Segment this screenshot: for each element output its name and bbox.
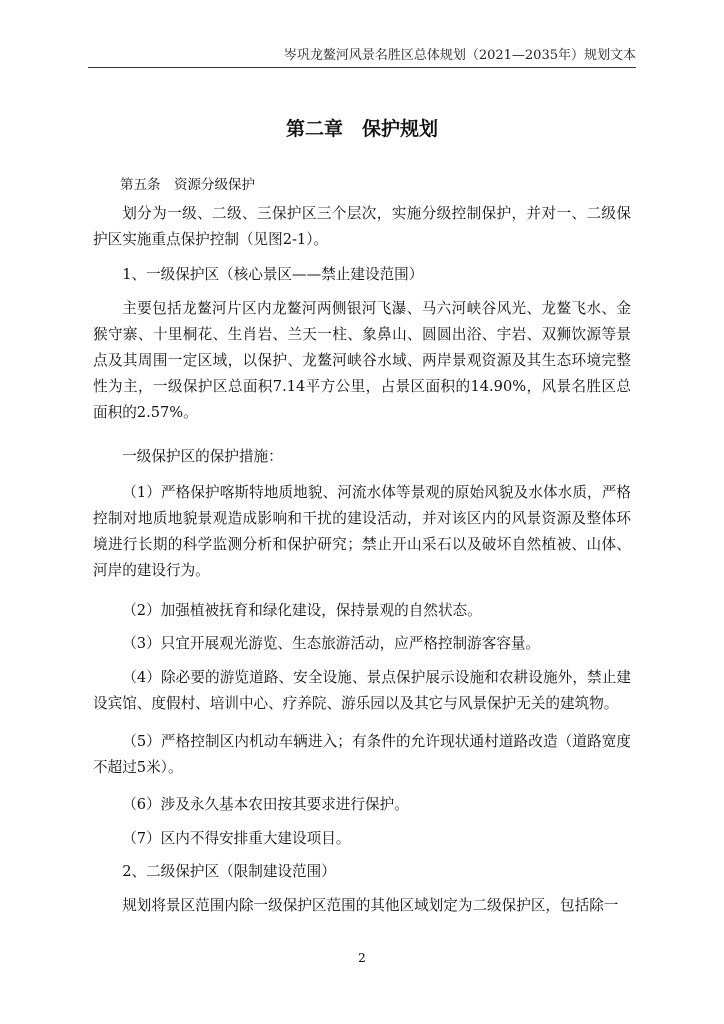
chapter-title: 第二章 保护规划 bbox=[285, 118, 438, 140]
measure-item-4: （4）除必要的游览道路、安全设施、景点保护展示设施和农耕设施外，禁止建设宾馆、度假村、培训中心、疗养院、游乐园以及其它与风景保护无关的建筑物。 bbox=[93, 669, 631, 712]
measure-item-5: （5）严格控制区内机动车辆进入；有条件的允许现状通村道路改造（道路宽度不超过5米）。 bbox=[93, 733, 631, 776]
measure-item-6: （6）涉及永久基本农田按其要求进行保护。 bbox=[122, 796, 409, 813]
paragraph-intro: 划分为一级、二级、三保护区三个层次，实施分级控制保护，并对一、二级保护区实施重点保护控制（见图2-1）。 bbox=[93, 205, 631, 248]
running-header: 岑巩龙鳌河风景名胜区总体规划（2021—2035年）规划文本 bbox=[283, 48, 636, 63]
measure-item-2: （2）加强植被抚育和绿化建设，保持景观的自然状态。 bbox=[122, 602, 482, 619]
measure-item-7: （7）区内不得安排重大建设项目。 bbox=[122, 830, 351, 847]
paragraph-level-1-scope: 主要包括龙鳌河片区内龙鳌河两侧银河飞瀑、马六河峡谷风光、龙鳌飞水、金猴守寨、十里桐花、生肖岩、兰天一柱、象鼻山、圆圆出浴、宇岩、双狮饮源等景点及其周围一定区域，以保护、龙鳌河峡谷水域、两岸景观资源及其生态环境完整性为主，一级保护区总面积7.14平方公里，占景区面积的14.90%，风景名胜区总面积的2.57%。 bbox=[93, 300, 631, 421]
section-heading-level-2: 2、二级保护区（限制建设范围） bbox=[122, 863, 336, 880]
article-heading: 第五条 资源分级保护 bbox=[120, 177, 255, 193]
measure-item-3: （3）只宜开展观光游览、生态旅游活动，应严格控制游客容量。 bbox=[122, 635, 541, 652]
paragraph-measures-heading: 一级保护区的保护措施： bbox=[122, 448, 283, 465]
section-heading-level-1: 1、一级保护区（核心景区——禁止建设范围） bbox=[122, 266, 424, 283]
measure-item-1: （1）严格保护喀斯特地质地貌、河流水体等景观的原始风貌及水体水质，严格控制对地质地貌景观造成影响和干扰的建设活动，并对该区内的风景资源及整体环境进行长期的科学监测分析和保护研究；禁止开山采石以及破坏自然植被、山体、河岸的建设行为。 bbox=[93, 484, 631, 579]
header-rule bbox=[88, 67, 636, 68]
page-number: 2 bbox=[358, 951, 366, 965]
paragraph-level-2-scope: 规划将景区范围内除一级保护区范围的其他区域划定为二级保护区，包括除一 bbox=[122, 897, 619, 914]
